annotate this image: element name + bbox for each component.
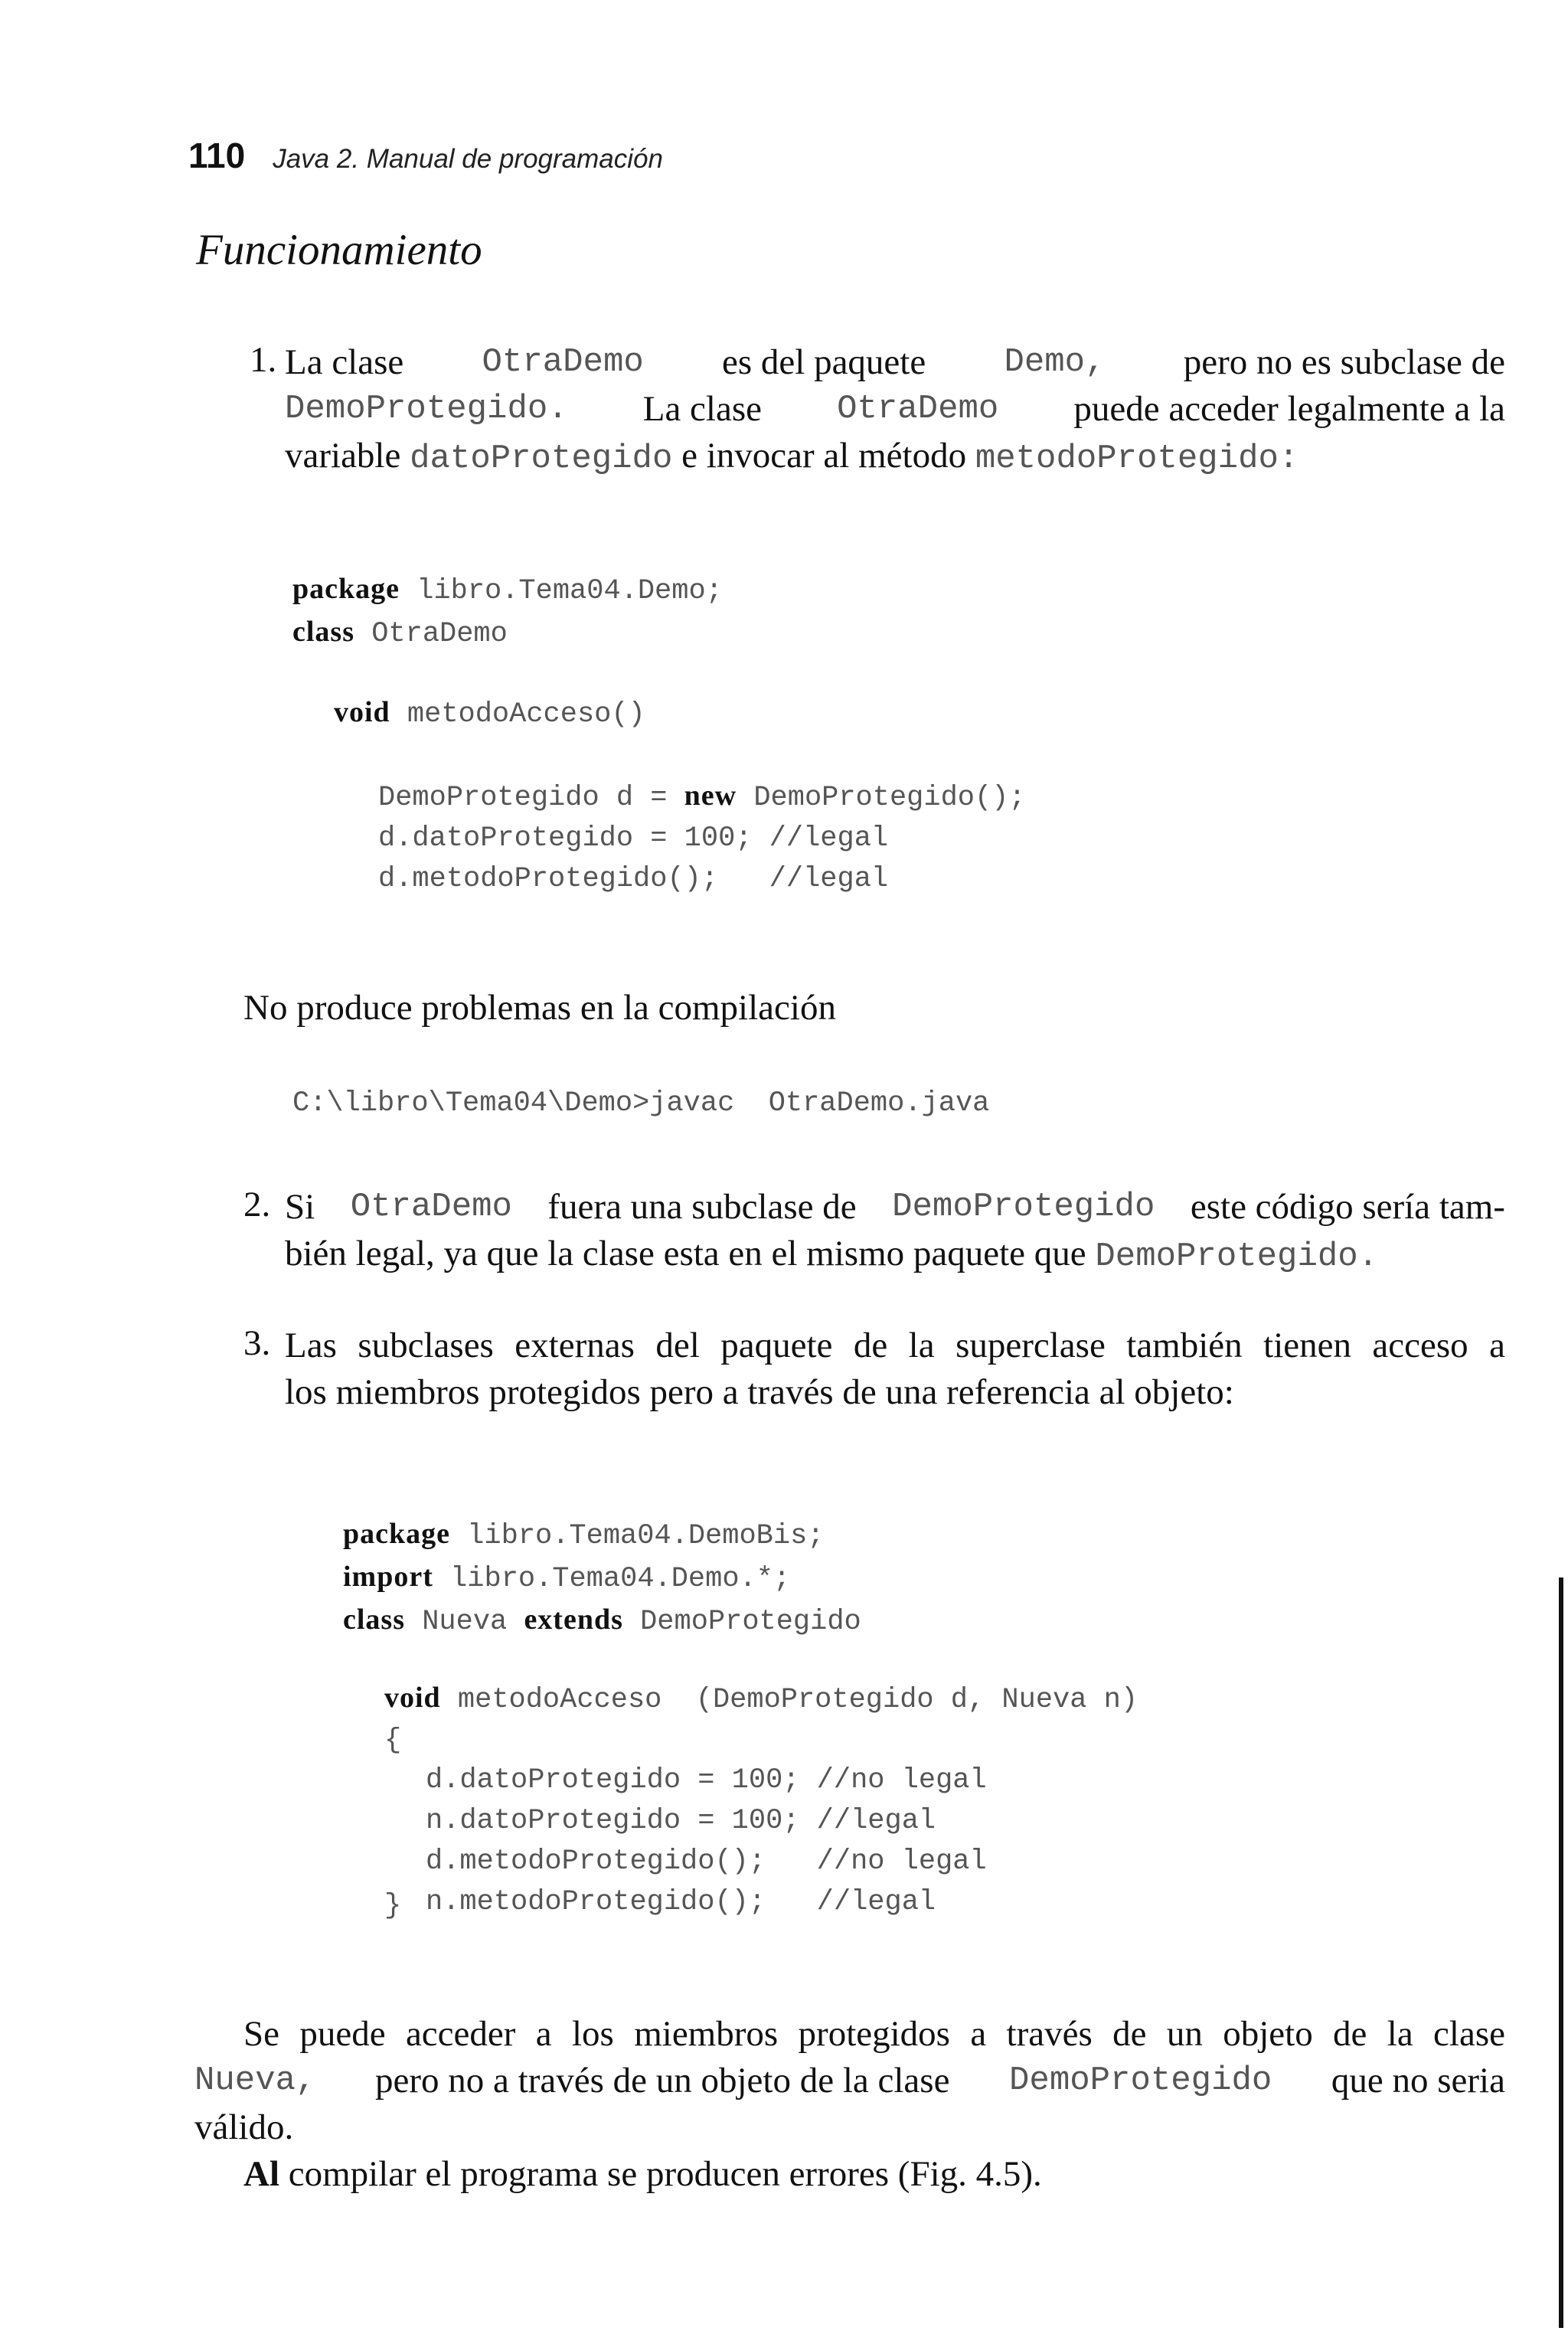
item-3-line-2: los miembros protegidos pero a través de una referencia al objeto: <box>285 1372 1234 1412</box>
code-keyword: void <box>384 1682 441 1714</box>
closing-line-2 <box>194 2058 1505 2104</box>
page-edge-shadow <box>1559 1577 1563 2328</box>
compile-command <box>292 1081 989 1124</box>
code-term: DemoProtegido. <box>1095 1237 1379 1276</box>
closing-line-3: válido. <box>194 2107 294 2147</box>
code-keyword: class <box>292 616 354 648</box>
code-block-1-method <box>334 652 645 735</box>
code-text: libro.Tema04.Demo.*; <box>433 1563 791 1595</box>
code-keyword: package <box>292 573 400 605</box>
code-text: libro.Tema04.DemoBis; <box>450 1520 825 1552</box>
code-term: OtraDemo <box>350 1188 512 1226</box>
code-term: metodoProtegido: <box>975 440 1299 478</box>
code-block-2-close <box>384 1884 401 1927</box>
code-line <box>343 1514 861 1557</box>
text-span: fuera una subclase de <box>547 1187 857 1227</box>
item-3-number: 3. <box>243 1323 271 1363</box>
closing-paragraph <box>194 2011 1505 2198</box>
item-3-line-1 <box>285 1322 1505 1369</box>
item-3-text <box>285 1322 1505 1416</box>
item-2-line-2 <box>285 1231 1505 1280</box>
closing-line-4 <box>194 2151 1505 2198</box>
code-line <box>343 1600 861 1643</box>
text-span: este código sería tam- <box>1190 1187 1505 1227</box>
item-1-text <box>285 339 1505 482</box>
code-line <box>378 776 1026 819</box>
text-span: que no seria <box>1331 2061 1505 2101</box>
code-text: DemoProtegido d = <box>378 782 684 814</box>
code-line: n.metodoProtegido(); //legal <box>426 1886 936 1918</box>
item-1-line-3 <box>285 433 1505 482</box>
code-keyword: import <box>343 1561 433 1593</box>
item-2-number: 2. <box>243 1185 271 1224</box>
code-term: DemoProtegido <box>892 1188 1155 1226</box>
code-line <box>343 1557 861 1600</box>
text-span: compilar el programa se producen errores (Fig. 4.5). <box>288 2154 1042 2194</box>
code-line: d.metodoProtegido(); //no legal <box>426 1846 987 1878</box>
code-block-1 <box>292 528 723 655</box>
text-span: e invocar al método <box>681 436 967 476</box>
closing-line-1 <box>194 2011 1505 2058</box>
code-text: metodoAcceso (DemoProtegido d, Nueva n) <box>440 1684 1138 1716</box>
text-span: es del paquete <box>722 342 926 382</box>
running-header <box>188 135 663 181</box>
compile-note: No produce problemas en la compilación <box>243 988 836 1028</box>
item-1-line-2 <box>285 386 1505 433</box>
code-line <box>292 612 723 655</box>
text-span: puede acceder legalmente a la <box>1073 389 1505 429</box>
code-line: { <box>384 1725 402 1757</box>
code-term: OtraDemo <box>837 390 999 428</box>
text-span: pero no a través de un objeto de la clase <box>375 2061 950 2101</box>
code-line <box>334 692 645 735</box>
code-text: DemoProtegido <box>622 1606 861 1638</box>
code-keyword: new <box>684 780 737 812</box>
text-span: Las subclases externas del paquete de la superclase también tienen acceso a <box>285 1326 1505 1365</box>
code-line: d.datoProtegido = 100; //no legal <box>426 1764 987 1796</box>
page-number: 110 <box>188 136 246 175</box>
section-heading: Funcionamiento <box>196 226 482 274</box>
code-block-1-body <box>378 735 1026 900</box>
code-line <box>292 569 723 612</box>
code-line: d.datoProtegido = 100; //legal <box>378 822 889 855</box>
text-span: bién legal, ya que la clase esta en el mismo paquete que <box>285 1234 1086 1273</box>
code-term: DemoProtegido <box>1009 2061 1272 2100</box>
item-2-text <box>285 1184 1505 1280</box>
text-span: pero no es subclase de <box>1183 342 1505 382</box>
item-1-line-1 <box>285 339 1505 386</box>
item-1-number: 1. <box>250 340 277 380</box>
code-term: OtraDemo <box>482 343 644 381</box>
item-2-line-1 <box>285 1184 1505 1231</box>
command-text: C:\libro\Tema04\Demo>javac OtraDemo.java <box>292 1087 990 1120</box>
code-line: } <box>384 1890 402 1922</box>
code-text: Nueva <box>405 1606 524 1638</box>
code-term: Demo, <box>1004 343 1106 381</box>
text-span: Al <box>243 2154 279 2194</box>
code-line <box>384 1678 1138 1721</box>
text-span: La clase <box>642 389 762 429</box>
code-keyword: package <box>343 1518 450 1550</box>
code-text: DemoProtegido(); <box>737 782 1026 814</box>
text-span: La clase <box>285 342 404 382</box>
code-text: libro.Tema04.Demo; <box>400 575 723 607</box>
code-keyword: void <box>334 696 390 728</box>
code-block-2 <box>343 1473 861 1643</box>
code-line: d.metodoProtegido(); //legal <box>378 863 889 895</box>
code-keyword: extends <box>524 1604 623 1636</box>
code-block-2-body <box>426 1720 987 1923</box>
book-title: Java 2. Manual de programación <box>273 144 663 174</box>
text-span: variable <box>285 436 401 476</box>
text-span: Si <box>285 1187 315 1227</box>
code-term: DemoProtegido. <box>285 390 568 428</box>
code-term: Nueva, <box>194 2061 316 2100</box>
code-line: n.datoProtegido = 100; //legal <box>426 1805 936 1837</box>
code-term: datoProtegido <box>410 440 673 478</box>
code-text: OtraDemo <box>354 618 508 650</box>
code-text: metodoAcceso() <box>390 698 645 731</box>
text-span: Se puede acceder a los miembros protegidos a través de un objeto de la clase <box>243 2014 1505 2054</box>
code-keyword: class <box>343 1604 405 1636</box>
